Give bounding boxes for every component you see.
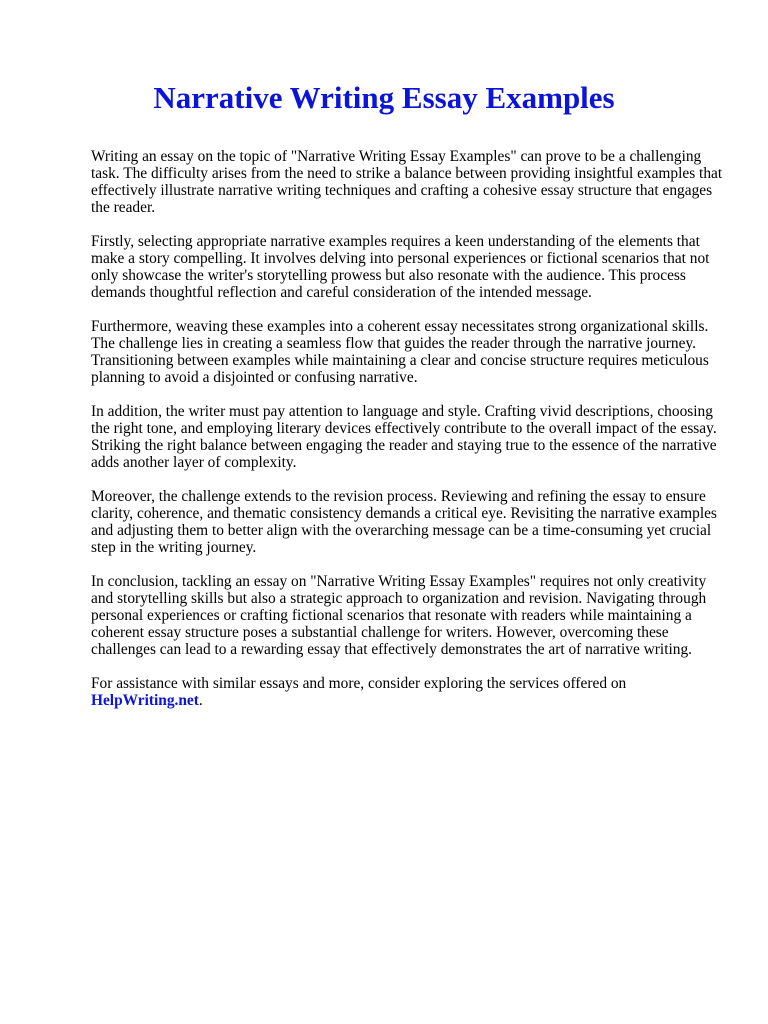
closing-suffix: . bbox=[198, 692, 203, 709]
page-title: Narrative Writing Essay Examples bbox=[153, 80, 615, 115]
paragraph-in-addition: In addition, the writer must pay attention to language and style. Crafting vivid descriptions, choosing the right tone, and employing literary devices effectively contribute to the overall impact of the essay. Striking the right balance between engaging the reader and staying true to the essence of the narrative adds another layer of complexity. bbox=[91, 403, 717, 471]
paragraph-furthermore: Furthermore, weaving these examples into a coherent essay necessitates strong organizational skills. The challenge lies in creating a seamless flow that guides the reader through the narrative journey. Transitioning between examples while maintaining a clear and concise structure requires meticulous planning to avoid a disjointed or confusing narrative. bbox=[91, 318, 709, 386]
paragraph-firstly: Firstly, selecting appropriate narrative examples requires a keen understanding of the elements that make a story compelling. It involves delving into personal experiences or fictional scenarios that not only showcase the writer's storytelling prowess but also resonate with the audience. This process demands thoughtful reflection and careful consideration of the intended message. bbox=[91, 233, 710, 301]
paragraph-intro: Writing an essay on the topic of "Narrative Writing Essay Examples" can prove to be a challenging task. The difficulty arises from the need to strike a balance between providing insightful examples that effectively illustrate narrative writing techniques and crafting a cohesive essay structure that engages the reader. bbox=[91, 148, 723, 216]
paragraph-moreover: Moreover, the challenge extends to the revision process. Reviewing and refining the essay to ensure clarity, coherence, and thematic consistency demands a critical eye. Revisiting the narrative examples and adjusting them to better align with the overarching message can be a time-consuming yet crucial step in the writing journey. bbox=[91, 488, 717, 556]
paragraph-conclusion: In conclusion, tackling an essay on "Narrative Writing Essay Examples" requires not only creativity and storytelling skills but also a strategic approach to organization and revision. Navigating through personal experiences or crafting fictional scenarios that resonate with readers while maintaining a coherent essay structure poses a substantial challenge for writers. However, overcoming these challenges can lead to a rewarding essay that effectively demonstrates the art of narrative writing. bbox=[91, 573, 707, 658]
closing-text: For assistance with similar essays and more, consider exploring the services offered on bbox=[91, 675, 627, 692]
helpwriting-link[interactable]: HelpWriting.net bbox=[91, 692, 199, 709]
closing-paragraph bbox=[91, 675, 728, 709]
